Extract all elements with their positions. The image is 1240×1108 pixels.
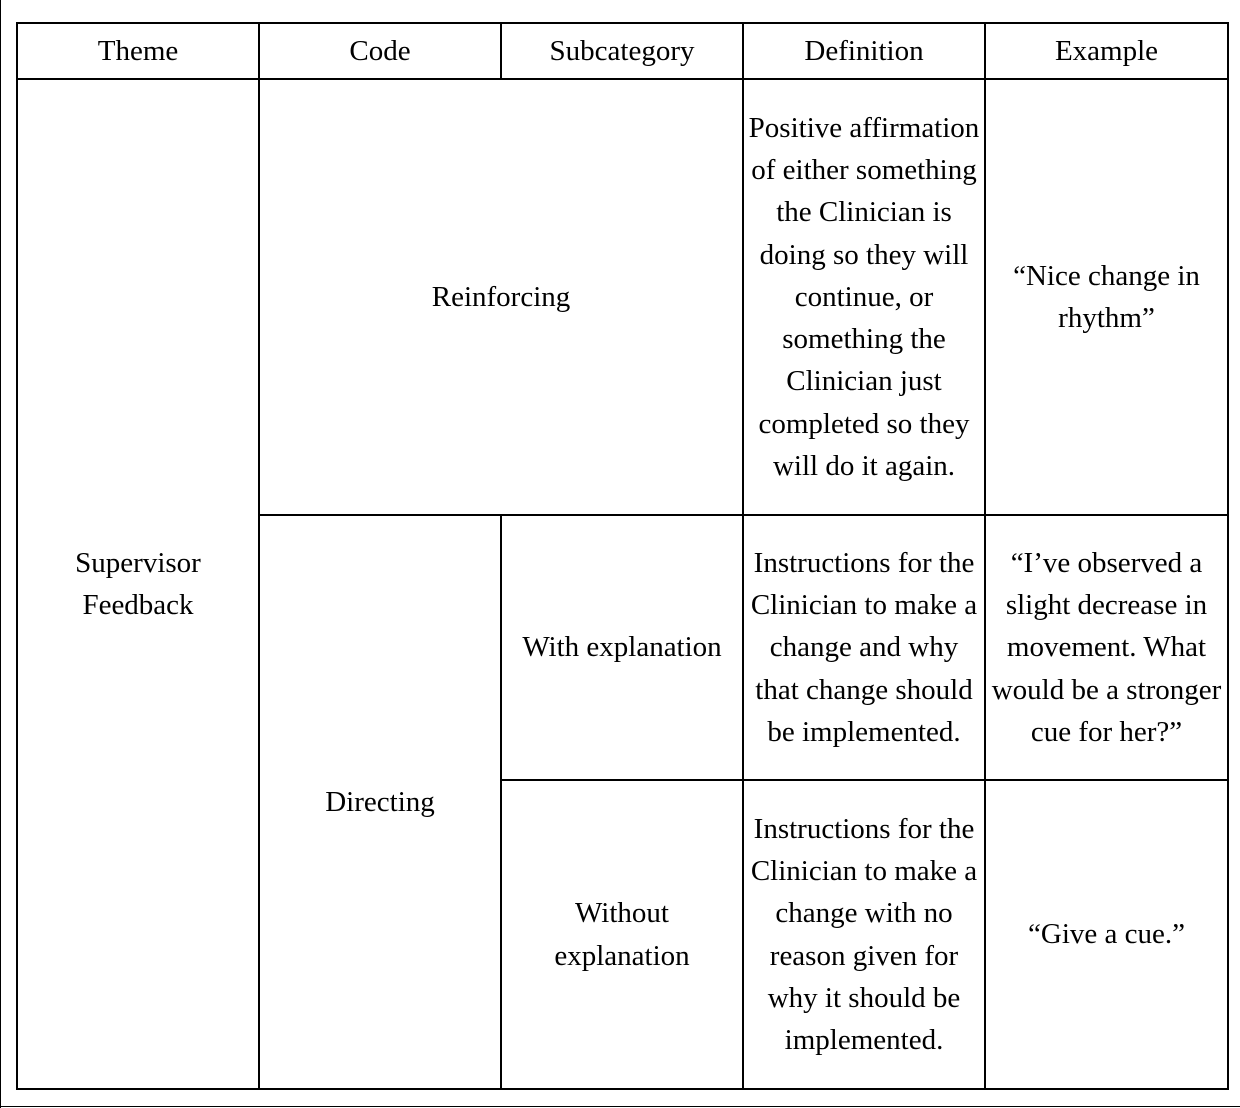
header-definition: Definition [743, 23, 985, 79]
page-left-rule [0, 0, 1, 1108]
definition-cell: Instructions for the Clinician to make a change and why that change should be implemented. [743, 515, 985, 780]
theme-cell: Supervisor Feedback [17, 79, 259, 1089]
header-subcategory: Subcategory [501, 23, 743, 79]
subcategory-cell: Without explanation [501, 780, 743, 1089]
definition-cell: Instructions for the Clinician to make a change with no reason given for why it should be implemented. [743, 780, 985, 1089]
code-cell-reinforcing: Reinforcing [259, 79, 743, 515]
subcategory-cell: With explanation [501, 515, 743, 780]
example-cell: “I’ve observed a slight decrease in movement. What would be a stronger cue for her?” [985, 515, 1228, 780]
example-cell: “Nice change in rhythm” [985, 79, 1228, 515]
header-example: Example [985, 23, 1228, 79]
coding-scheme-table [16, 22, 1229, 1090]
table-header-row [17, 23, 1228, 79]
page-bottom-rule [0, 1106, 1240, 1107]
header-theme: Theme [17, 23, 259, 79]
example-cell: “Give a cue.” [985, 780, 1228, 1089]
code-cell-directing: Directing [259, 515, 501, 1089]
header-code: Code [259, 23, 501, 79]
definition-cell: Positive affirmation of either something the Clinician is doing so they will continue, or something the Clinician just completed so they will do it again. [743, 79, 985, 515]
table-row [17, 79, 1228, 515]
